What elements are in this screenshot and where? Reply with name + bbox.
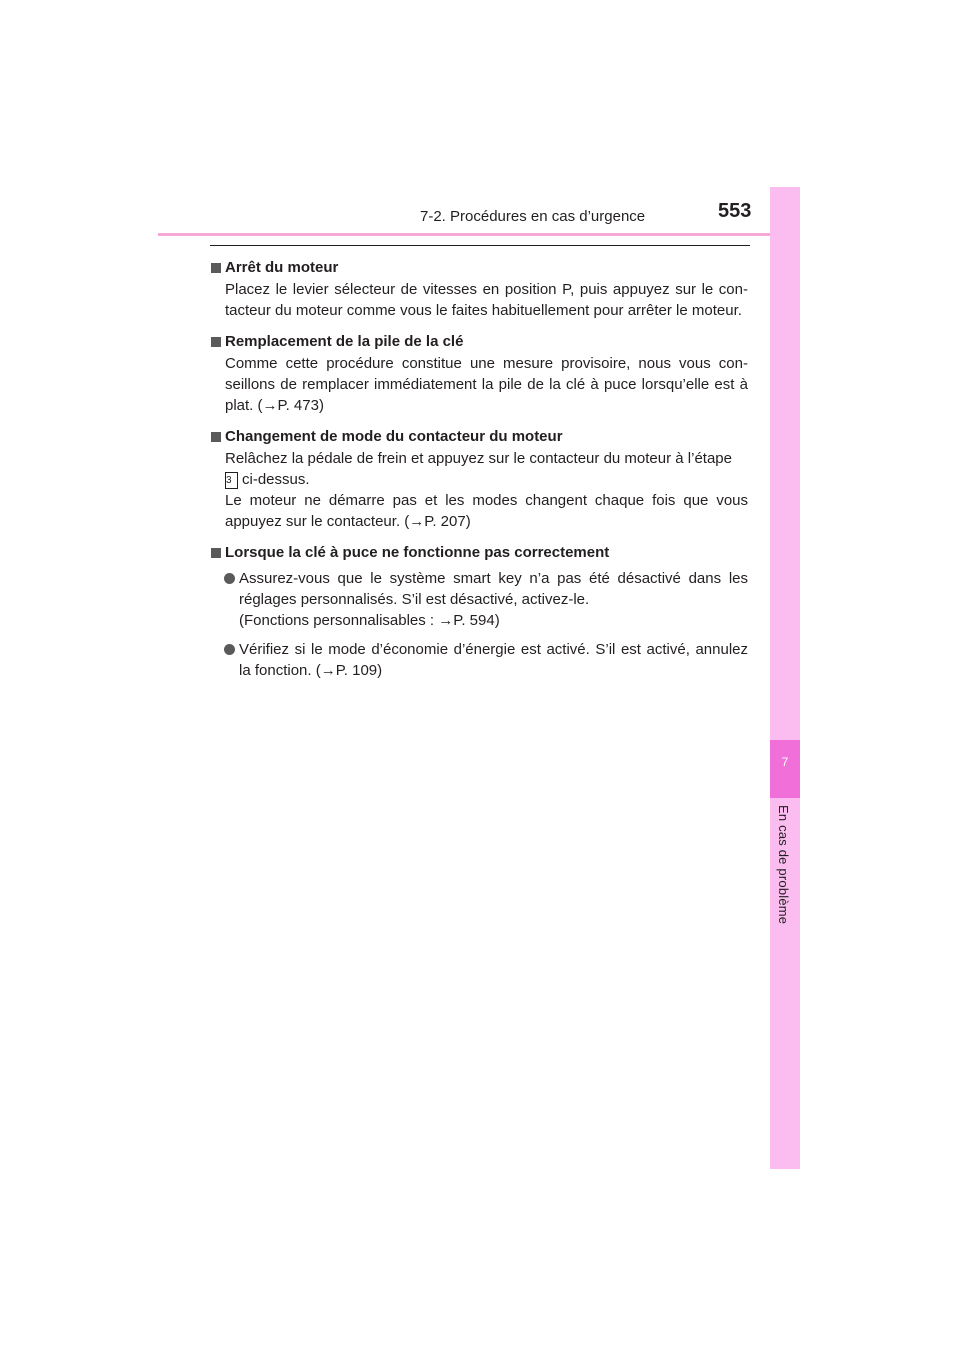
list-item-text: [239, 568, 748, 631]
section-title: Remplacement de la pile de la clé: [225, 333, 464, 350]
section-body: Comme cette procédure constitue une mesure provisoire, nous vous conseillons de remplacer immédiatement la pile de la clé à puce lorsqu’elle est à plat. (→P. 473): [225, 355, 748, 414]
section-switch-mode: [210, 426, 748, 532]
circle-bullet-icon: [224, 573, 235, 584]
body-text-part: ci-dessus.: [242, 471, 310, 488]
square-bullet-icon: [211, 337, 221, 347]
list-item: [210, 639, 748, 681]
section-heading: [210, 426, 748, 448]
circle-bullet-icon: [224, 644, 235, 655]
section-body: [225, 448, 748, 532]
page-number: 553: [718, 200, 752, 222]
page-content: [210, 257, 748, 691]
body-text-part: Relâchez la pédale de frein et appuyez sur le contacteur du moteur à l’étape: [225, 450, 732, 467]
section-heading: [210, 257, 748, 279]
chapter-tab-marker: [770, 740, 800, 798]
chapter-number: 7: [781, 755, 789, 769]
section-title: Changement de mode du contacteur du moteur: [225, 428, 563, 445]
section-key-battery: [210, 331, 748, 416]
section-body: Placez le levier sélecteur de vitesses en position P, puis appuyez sur le contacteur du moteur comme vous le faites habituellement pour arrêter le moteur.: [225, 281, 748, 319]
running-header: 7-2. Procédures en cas d’urgence: [420, 208, 646, 225]
step-number-badge: 3: [225, 472, 238, 489]
section-heading: [210, 542, 748, 564]
body-text-part: (Fonctions personnalisables : →P. 594): [239, 612, 500, 629]
chapter-side-tab: [770, 187, 800, 1169]
body-text-part: Le moteur ne démarre pas et les modes changent chaque fois que vous appuyez sur le contacteur. (→P. 207): [225, 492, 748, 530]
section-heading: [210, 331, 748, 353]
section-engine-stop: [210, 257, 748, 321]
section-smart-key: [210, 542, 748, 681]
chapter-label: En cas de problème: [776, 805, 791, 925]
content-rule: [210, 245, 750, 246]
square-bullet-icon: [211, 263, 221, 273]
square-bullet-icon: [211, 548, 221, 558]
list-item-text: Vérifiez si le mode d’économie d’énergie est activé. S’il est activé, annulez la fonction. (→P. 109): [239, 641, 748, 679]
list-item: [210, 568, 748, 631]
section-title: Lorsque la clé à puce ne fonctionne pas correctement: [225, 544, 610, 561]
header-rule: [158, 233, 798, 236]
section-title: Arrêt du moteur: [225, 259, 339, 276]
square-bullet-icon: [211, 432, 221, 442]
body-text-part: Assurez-vous que le système smart key n’a pas été désactivé dans les réglages personnalisés. S’il est désactivé, activez-le.: [239, 570, 748, 608]
